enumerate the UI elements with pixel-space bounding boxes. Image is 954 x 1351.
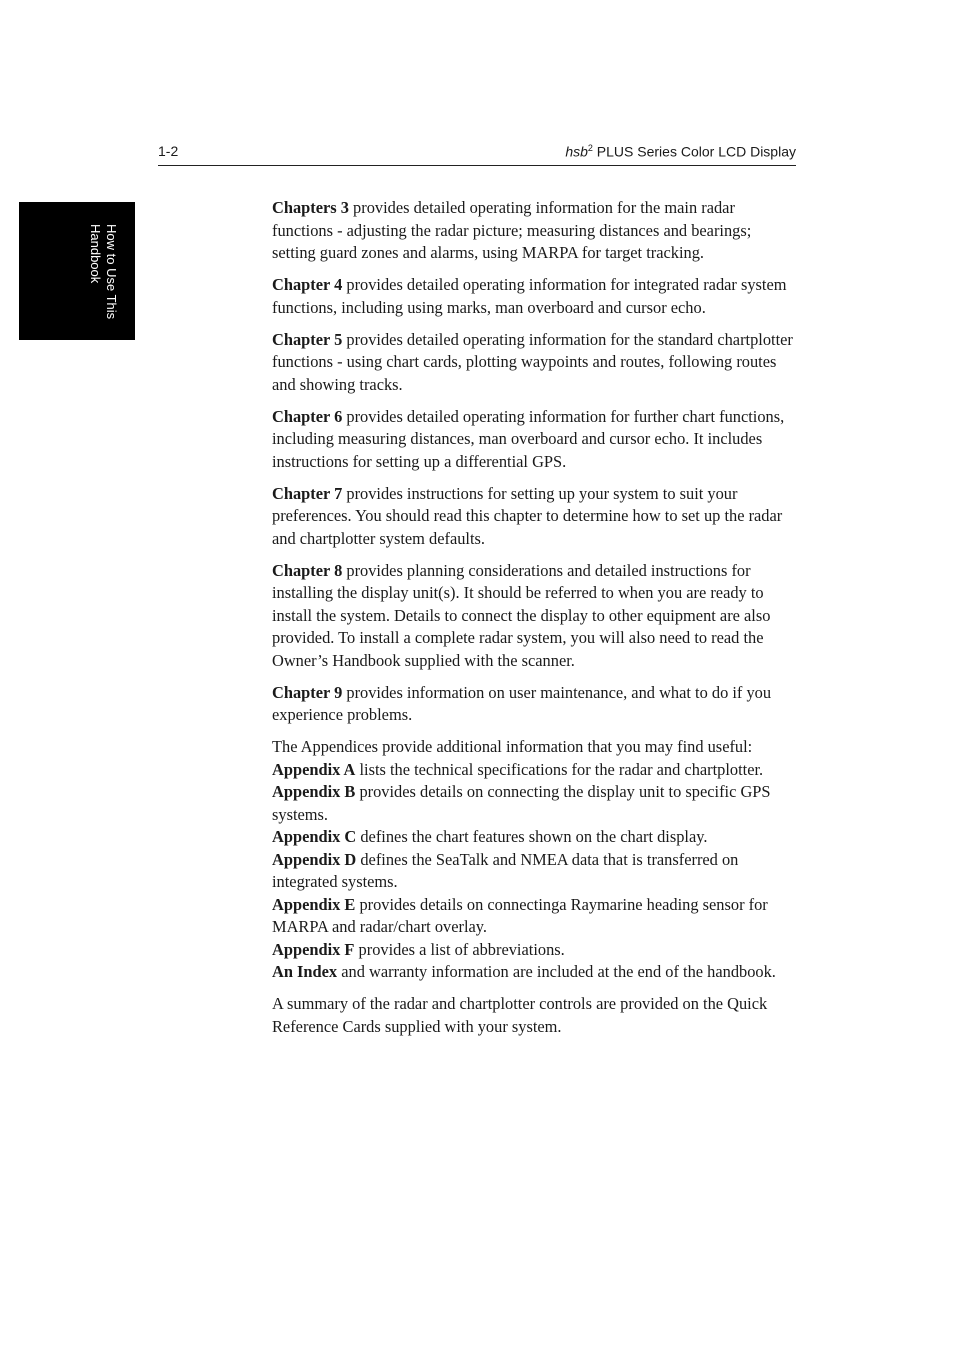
chapter-paragraph <box>272 329 797 397</box>
chapter-label: Chapter 4 <box>272 275 343 294</box>
brand-superscript: 2 <box>587 143 593 153</box>
section-tab-line-2: Handbook <box>88 224 103 284</box>
appendix-label: Appendix C <box>272 827 357 846</box>
chapter-description: provides information on user maintenance, and what to do if you experience problems. <box>272 682 772 724</box>
document-title <box>565 143 796 160</box>
summary-paragraph: A summary of the radar and chartplotter controls are provided on the Quick Reference Cards supplied with your system. <box>272 994 768 1036</box>
appendices-paragraph <box>272 736 797 984</box>
section-tab-label <box>87 224 119 334</box>
appendix-description: provides a list of abbreviations. <box>354 939 565 959</box>
appendix-label: Appendix B <box>272 782 356 801</box>
appendices-intro: The Appendices provide additional information that you may find useful: <box>272 737 753 756</box>
chapter-label: Chapter 8 <box>272 560 343 580</box>
appendix-description: lists the technical specifications for the radar and chartplotter. <box>355 759 764 779</box>
chapter-paragraph <box>272 483 797 551</box>
chapter-description: provides instructions for setting up your system to suit your preferences. You should read this chapter to determine how to set up the radar and chartplotter system defaults. <box>272 483 783 548</box>
chapter-label: Chapter 7 <box>272 483 343 503</box>
chapter-paragraph <box>272 682 797 727</box>
appendix-item <box>272 939 797 962</box>
chapter-label: Chapter 5 <box>272 329 343 349</box>
appendix-label: Appendix A <box>272 759 356 779</box>
chapter-description: provides detailed operating information for the standard chartplotter functions - using chart cards, plotting waypoints and routes, following routes and showing tracks. <box>272 329 793 394</box>
chapter-label: Chapter 9 <box>272 682 343 702</box>
page-number: 1-2 <box>158 143 179 159</box>
chapter-paragraph <box>272 274 797 319</box>
appendix-item <box>272 849 797 894</box>
document-title-text: PLUS Series Color LCD Display <box>592 143 796 160</box>
appendix-description: defines the SeaTalk and NMEA data that is transferred on integrated systems. <box>272 849 739 891</box>
section-tab <box>19 202 135 340</box>
appendix-description: provides details on connecting the display unit to specific GPS systems. <box>272 782 771 824</box>
page-header <box>158 141 796 166</box>
appendix-item <box>272 759 797 782</box>
chapter-description: provides planning considerations and detailed instructions for installing the display unit(s). It should be referred to when you are ready to install the system. Details to connect the display to other equipment are also provided. To install a complete radar system, you will also need to read the Owner’s Handbook supplied with the scanner. <box>272 560 771 670</box>
appendix-label: Appendix E <box>272 894 356 914</box>
index-description: and warranty information are included at the end of the handbook. <box>337 962 776 981</box>
appendix-label: Appendix D <box>272 849 357 869</box>
appendix-item <box>272 894 797 939</box>
chapter-paragraph <box>272 406 797 474</box>
chapter-paragraph <box>272 560 797 673</box>
appendix-item <box>272 781 797 826</box>
section-tab-line-1: How to Use This <box>104 224 119 320</box>
chapter-description: provides detailed operating information for integrated radar system functions, including using marks, man overboard and cursor echo. <box>272 275 787 317</box>
index-label: An Index <box>272 962 338 981</box>
chapter-label: Chapter 6 <box>272 406 343 426</box>
index-item <box>272 961 797 984</box>
chapter-description: provides detailed operating information for the main radar functions - adjusting the radar picture; measuring distances and bearings; setting guard zones and alarms, using MARPA for target tracking. <box>272 198 752 262</box>
chapter-label: Chapters 3 <box>272 198 349 217</box>
chapter-paragraph <box>272 197 797 265</box>
appendix-item <box>272 826 797 849</box>
appendix-description: provides details on connectinga Raymarine heading sensor for MARPA and radar/chart overlay. <box>272 894 768 936</box>
appendix-description: defines the chart features shown on the chart display. <box>356 827 708 846</box>
appendix-label: Appendix F <box>272 939 355 959</box>
body-text <box>272 197 797 1048</box>
brand-name: hsb <box>565 143 588 160</box>
chapter-description: provides detailed operating information for further chart functions, including measuring distances, man overboard and cursor echo. It includes instructions for setting up a differential GPS. <box>272 406 785 471</box>
